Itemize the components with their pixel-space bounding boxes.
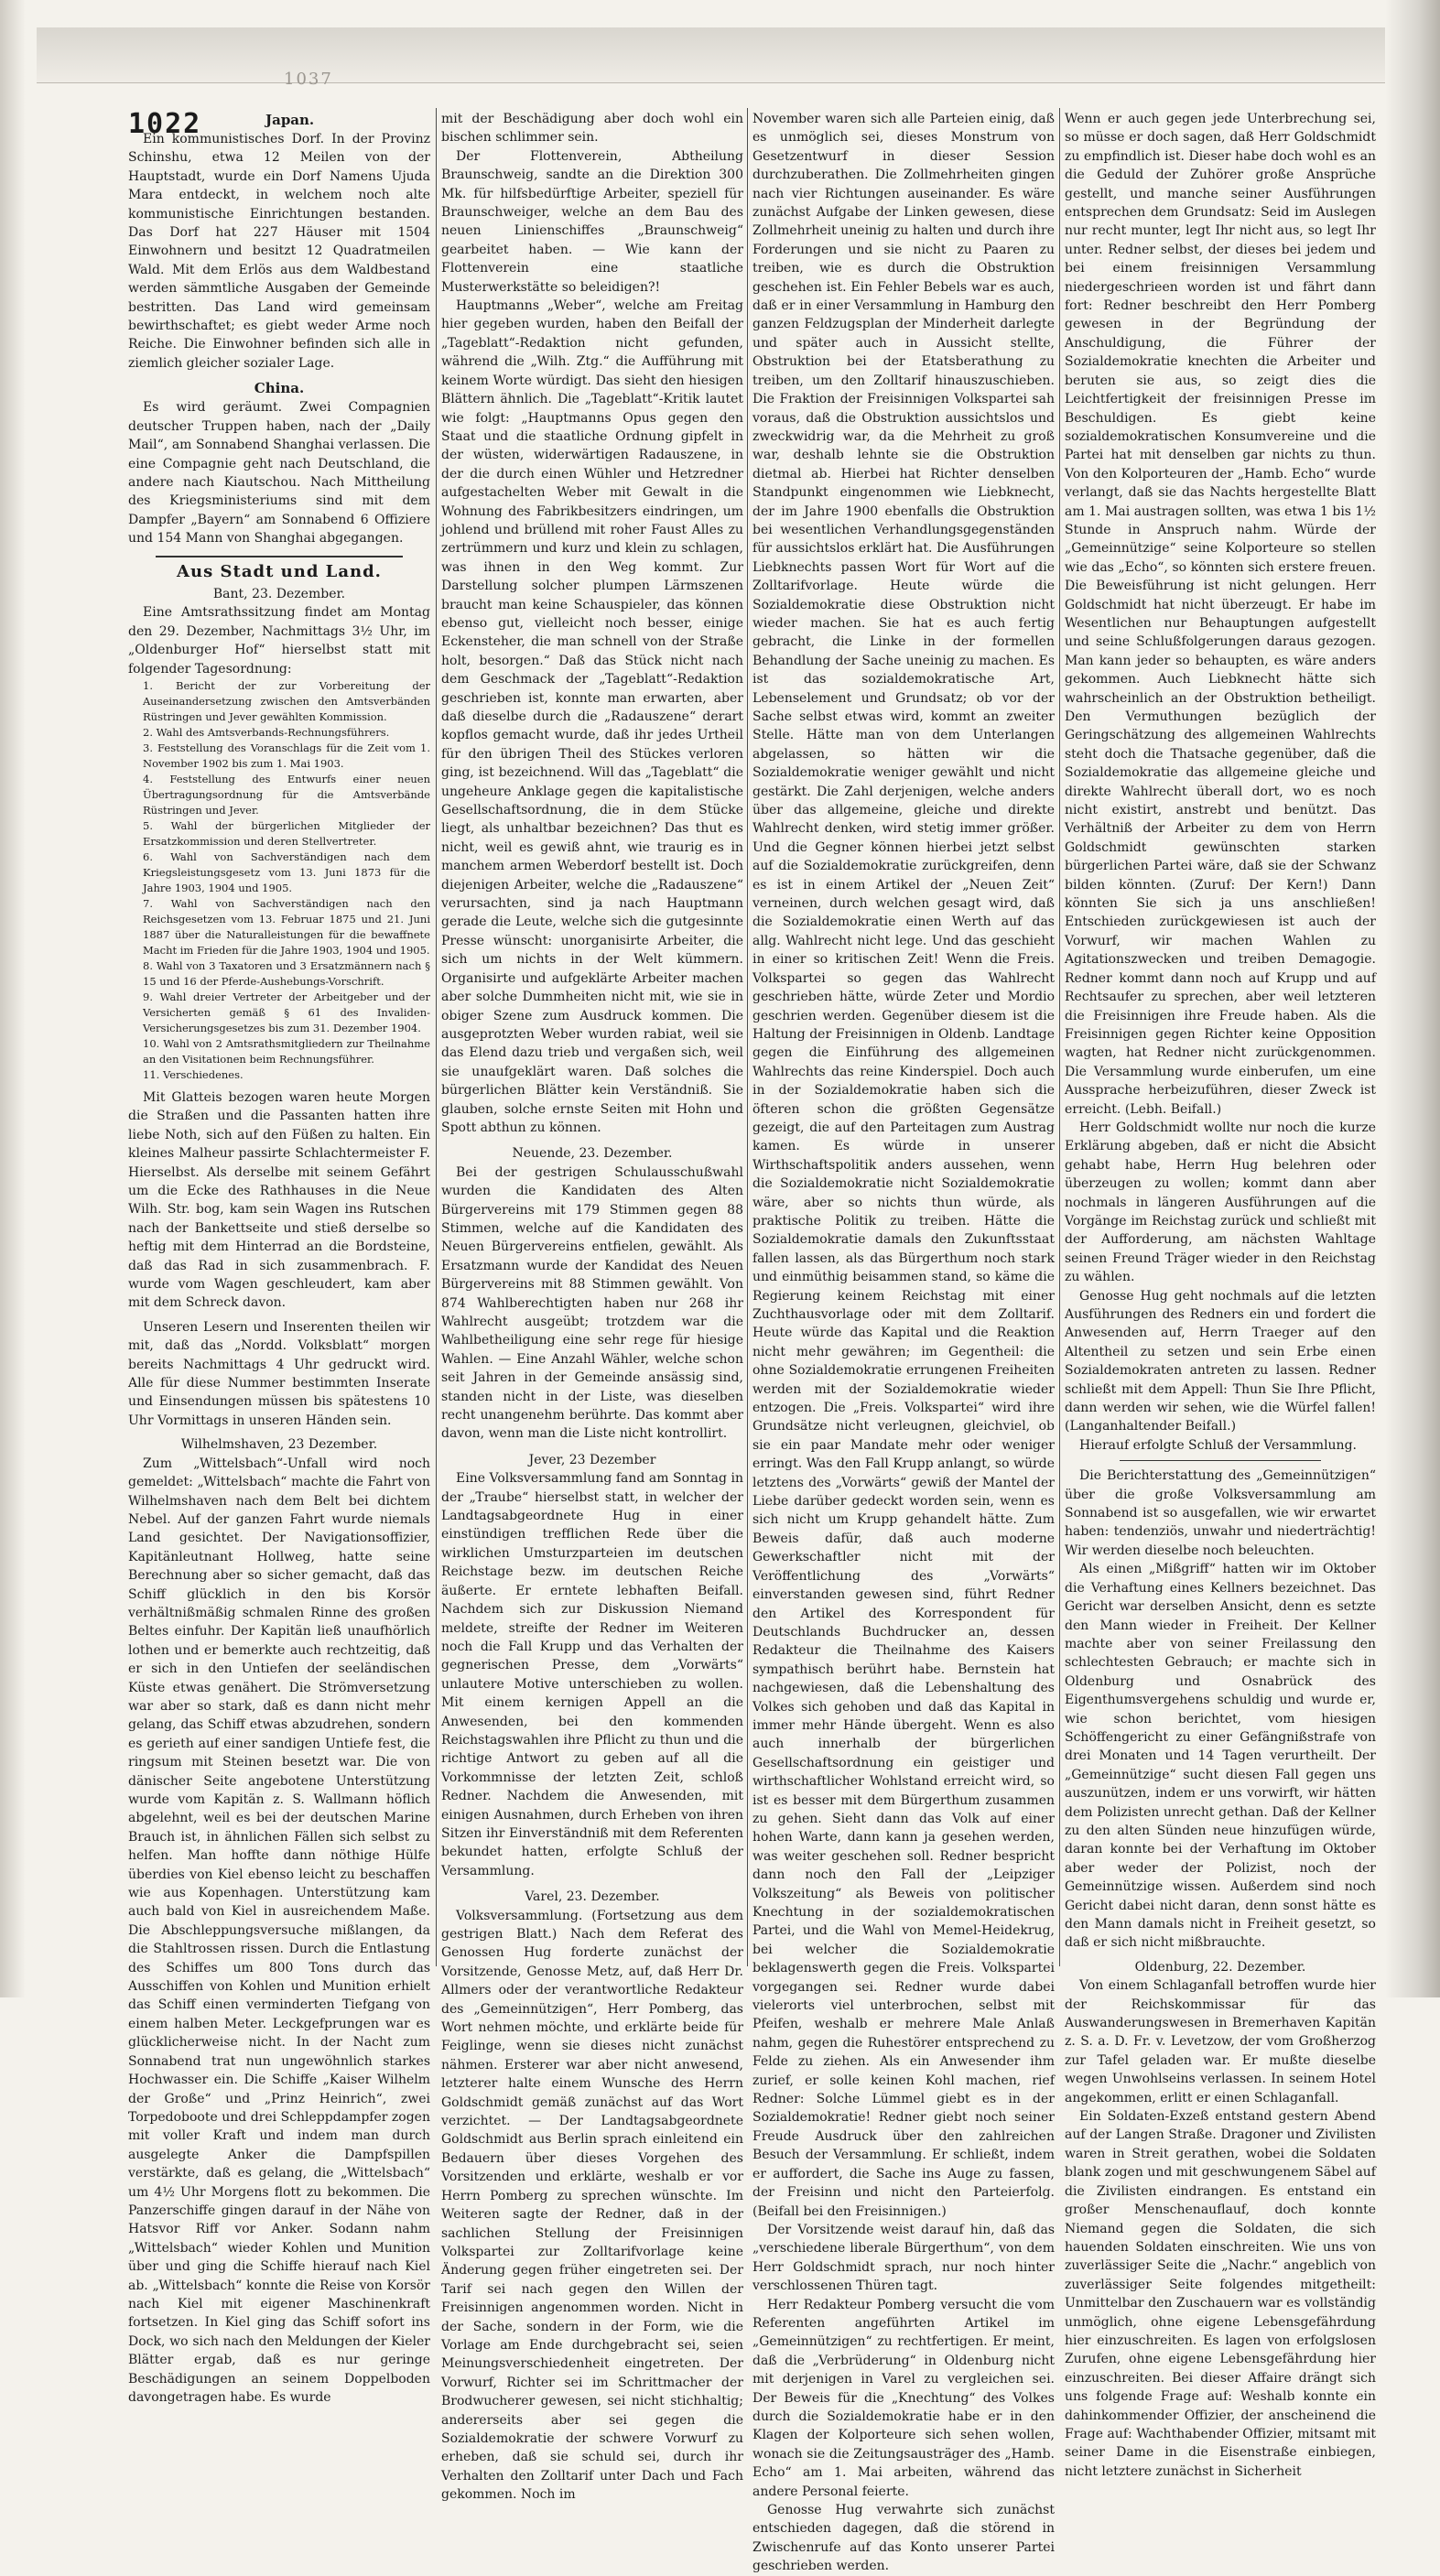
agenda-item: 6. Wahl von Sachverständigen nach dem Kriegsleistungsgesetz vom 13. Juni 1873 für die Jahre 1903, 1904 und 1905. (143, 850, 430, 894)
agenda-item: 3. Feststellung des Voranschlags für die Zeit vom 1. November 1902 bis zum 1. Mai 1903. (143, 741, 430, 770)
page-left-edge (0, 0, 26, 1997)
column-1 (128, 110, 430, 2405)
previous-page-number: 1037 (284, 70, 333, 89)
agenda-item: 9. Wahl dreier Vertreter der Arbeitgeber und der Versicherten gemäß § 61 des Invaliden-Versicherungsgesetzes bis zum 31. Dezember 1904. (143, 990, 430, 1034)
column-rule (747, 108, 748, 1966)
article-weber: Hauptmanns „Weber“, welche am Freitag hier gegeben wurden, haben den Beifall der „Tageblatt“-Redaktion nicht gefunden, während die „Wilh. Ztg.“ die Aufführung mit keinem Worte würdigt. Das sieht den hiesigen Blättern ähnlich. Die „Tageblatt“-Kritik lautet wie folgt: „Hauptmanns Opus gegen den Staat und die staatliche Ordnung gipfelt in der wüsten, widerwärtigen Radauszene, in der die durch einen Wühler und Hetzredner aufgestachelten Weber mit Gewalt in die Wohnung des Fabrikbesitzers eindringen, um johlend und brüllend mit roher Faust Alles zu zertrümmern und kurz und klein zu schlagen, was ihnen in den Weg kommt. Zur Darstellung solcher plumpen Lärmszenen braucht man keine Schauspieler, das können ebenso gut, vielleicht noch besser, einige Eckensteher, die man schnell von der Straße holt, besorgen.“ Daß das Stück nicht nach dem Geschmack der „Tageblatt“-Redaktion geschrieben ist, konnte man erwarten, aber daß dieselbe durch die „Radauszene“ derart kopflos gemacht wurde, daß ihr jedes Urtheil für den übrigen Theil des Stückes verloren ging, ist bezeichnend. Will das „Tageblatt“ die ungeheure Anklage gegen die kapitalistische Gesellschaftsordnung, die in dem Stücke liegt, als unhaltbar bezeichnen? Das thut es nicht, weil es gewiß ahnt, wie traurig es in manchem armen Weberdorf bestellt ist. Doch diejenigen Arbeiter, welche die „Radauszene“ verursachten, sind ja nach Hauptmann gerade die Leute, welche sich die gutgesinnte Presse wünscht: unorganisirte Arbeiter, die sich um nichts in der Welt kümmern. Organisirte und aufgeklärte Arbeiter machen aber solche Dummheiten nicht mit, wie sie in obiger Szene zum Ausdruck kommen. Die ausgeprotzten Weber wurden rabiat, weil sie das Elend dazu trieb und vergaßen sich, weil sie unaufgeklärt waren. Daß solches die bürgerlichen Blätter kein Verständniß. Sie glauben, solche ernste Seiten mit Hohn und Spott abthun zu können. (441, 298, 743, 1135)
agenda-item: 4. Feststellung des Entwurfs einer neuen Übertragungsordnung für die Amtsverbände Rüstringen und Jever. (143, 772, 430, 817)
page-number: 1022 (128, 108, 202, 140)
dateline-wilhelmshaven: Wilhelmshaven, 23 Dezember. (180, 1437, 378, 1453)
article-meeting-end: Hierauf erfolgte Schluß der Versammlung. (1079, 1437, 1357, 1453)
column-3 (752, 110, 1055, 2574)
article-varel: Volksversammlung. (Fortsetzung aus dem gestrigen Blatt.) Nach dem Referat des Genossen Hug forderte zunächst der Vorsitzende, Genosse Metz, auf, daß Herr Dr. Allmers oder der verantwortliche Redakteur des „Gemeinnützigen“, Herr Pomberg, das Wort nehmen möchte, und erklärte beide für Feiglinge, wenn sie dieses nicht zunächst nähmen. Ersterer war aber nicht anwesend, letzterer halte einem Wunsche des Herrn Goldschmidt gemäß zunächst auf das Wort verzichtet. — Der Landtagsabgeordnete Goldschmidt aus Berlin sprach einleitend ein Bedauern über dieses Vorgehen des Vorsitzenden und erklärte, weshalb er vor Herrn Pomberg zu sprechen wünschte. Im Weiteren sagte der Redner, daß in der sachlichen Stellung der Freisinnigen Volkspartei zur Zolltarifvorlage keine Änderung gegen früher eingetreten sei. Der Tarif sei nach gegen den Willen der Freisinnigen angenommen worden. Nicht in der Sache, sondern in der Form, wie die Vorlage am Ende durchgebracht sei, seien Meinungsverschiedenheit eingetreten. Der Vorwurf, Richter sei im Schrittmacher der Brodwucherer gewesen, sei nicht stichhaltig; andererseits aber sei gegen die Sozialdemokratie der schwere Vorwurf zu erheben, daß sie schuld sei, durch ihr Verhalten den Zolltarif unter Dach und Fach gekommen. Noch im (441, 1908, 743, 2503)
article-glatteis: Mit Glatteis bezogen waren heute Morgen die Straßen und die Passanten hatten ihre liebe Noth, sich auf den Füßen zu halten. Ein kleines Malheur passirte Schlachtermeister F. Hierselbst. Als derselbe mit seinem Gefährt um die Ecke des Rathhauses in die Neue Wilh. Str. bog, kam sein Wagen ins Rutschen nach der Bankettseite und stieß derselbe so heftig mit dem Hinterrad an die Bordsteine, daß das Rad in sich zusammenbrach. F. wurde vom Wagen geschleudert, kam aber mit dem Schreck davon. (128, 1089, 430, 1311)
article-gemeinnuetzige-report: Die Berichterstattung des „Gemeinnützigen“ über die große Volksversammlung am Sonnabend ist so ausgefallen, wie wir erwartet haben: tendenziös, unwahr und niederträchtig! Wir werden dieselbe noch beleuchten. (1065, 1468, 1376, 1558)
agenda-list (128, 678, 430, 1083)
article-varel-pomberg: Herr Redakteur Pomberg versucht die vom Referenten angeführten Artikel im „Gemeinnützigen“ zu rechtfertigen. Er meint, daß die „Verbrüderung“ in Oldenburg nicht mit derjenigen in Varel zu vergleichen sei. Der Beweis für die „Knechtung“ des Volkes durch die Sozialdemokratie habe er in den Klagen der Kolporteure sich sehen wollen, wonach sie die Zeitungsausträger des „Hamb. Echo“ am 1. Mai arbeiten, während das andere Personal feierte. (752, 2297, 1055, 2499)
section-title-local: Aus Stadt und Land. (177, 561, 382, 581)
section-title-china: China. (254, 380, 305, 397)
dateline-bant: Bant, 23. Dezember. (212, 586, 346, 601)
article-bant: Eine Amtsrathssitzung findet am Montag den 29. Dezember, Nachmittags 3½ Uhr, im „Oldenburger Hof“ hierselbst statt mit folgender Tagesordnung: (128, 605, 430, 676)
dateline-jever: Jever, 23 Dezember (528, 1452, 656, 1467)
column-4 (1065, 110, 1376, 2479)
agenda-item: 1. Bericht der zur Vorbereitung der Auseinandersetzung zwischen den Amtsverbänden Rüstringen und Jever gewählten Kommission. (143, 678, 430, 723)
article-leser-notice: Unseren Lesern und Inserenten theilen wir mit, daß das „Nordd. Volksblatt“ morgen bereits Nachmittags 4 Uhr gedruckt wird. Alle für diese Nummer bestimmten Inserate und Einsendungen müssen bis spätestens 10 Uhr Vormittags in unseren Händen sein. (128, 1319, 430, 1428)
article-soldaten-exzess: Ein Soldaten-Exzeß entstand gestern Abend auf der Langen Straße. Dragoner und Zivilisten waren in Streit gerathen, wobei die Soldaten blank zogen und mit geschwungenem Säbel auf die Zivilisten eindrangen. Es entstand ein großer Menschenauflauf, doch konnte Niemand gegen die Soldaten, die sich hauenden Soldaten einschreiten. Wie uns von zuverlässiger Seite die „Nachr.“ angeblich von zuverlässiger Seite folgendes mitgetheilt: Unmittelbar den Zuschauern war es vollständig unmöglich, ohne eigene Lebensgefährdung hier einzuschreiten. Es lagen von erfolgslosen Zurufen, ohne eigene Lebensgefährdung hier einzuschreiten. Bei dieser Affaire drängt sich uns folgende Frage auf: Weshalb konnte ein dahinkommender Offizier, der anscheinend die Frage auf: Wachthabender Offizier, mitsamt mit seiner Dame in die Eisenstraße einbiegen, nicht letztere zunächst in Sicherheit (1065, 2109, 1376, 2479)
article-goldschmidt-reply: Herr Goldschmidt wollte nur noch die kurze Erklärung abgeben, daß er nicht die Absicht gehabt habe, Herrn Hug belehren oder überzeugen zu wollen; kommt dann aber nochmals in längeren Ausführungen auf die Vorgänge im Reichstag zurück und schließt mit der Aufforderung, am nächsten Wahltage seinen Freund Träger wieder in den Reichstag zu wählen. (1065, 1120, 1376, 1285)
agenda-item: 5. Wahl der bürgerlichen Mitglieder der Ersatzkommission und deren Stellvertreter. (143, 818, 430, 848)
section-title-japan: Japan. (265, 112, 315, 128)
column-rule (436, 108, 437, 1966)
article-wittelsbach: Zum „Wittelsbach“-Unfall wird noch gemeldet: „Wittelsbach“ machte die Fahrt von Wilhelmshaven nach dem Belt bei dichtem Nebel. Auf der ganzen Fahrt wurde niemals Land gesichtet. Der Navigationsoffizier, Kapitänleutnant Hollweg, hatte seine Berechnung aber so sicher gemacht, daß das Schiff glücklich in den bis Korsör verhältnißmäßig schmalen Rinne des großen Beltes einfuhr. Der Kapitän ließ unaufhörlich lothen und er bemerkte auch rechtzeitig, daß er sich in den Untiefen der seeländischen Küste etwas genähert. Die Strömversetzung war aber so stark, daß es dann nicht mehr gelang, das Schiff etwas abzudrehen, sondern es gerieth auf einer sandigen Untiefe fest, die ringsum mit Steinen besetzt war. Die von dänischer Seite angebotene Unterstützung wurde vom Kapitän z. S. Wallmann höflich abgelehnt, weil es bei der deutschen Marine Brauch ist, in ähnlichen Fällen sich selbst zu helfen. Man hoffte dann nöthige Hülfe überdies von Kiel ebenso leicht zu beschaffen wie aus Kopenhagen. Unterstützung kam auch bald von Kiel in ausreichendem Maße. Die Abschleppungsversuche mißlangen, da die Stahltrossen rissen. Durch die Entlastung des Schiffes um 800 Tons durch das Ausschiffen von Kohlen und Munition erhielt das Schiff einen verminderten Tiefgang von einem halben Meter. Leckgefprungen war es glücklicherweise nicht. In der Nacht zum Sonnabend trat nun ungewöhnlich starkes Hochwasser ein. Die Schiffe „Kaiser Wilhelm der Große“ und „Prinz Heinrich“, zwei Torpedoboote und drei Schleppdampfer zogen mit voller Kraft und indem man durch ausgelegte Anker die Dampfspillen verstärkte, daß es gelang, die „Wittelsbach“ um 4½ Uhr Morgens flott zu bekommen. Die Panzerschiffe gingen darauf in der Nähe von Hatsvor Riff vor Anker. Sodann nahm „Wittelsbach“ wieder Kohlen und Munition über und ging die Schiffe hierauf nach Kiel ab. „Wittelsbach“ konnte die Reise von Korsör nach Kiel mit eigener Maschinenkraft fortsetzen. In Kiel ging das Schiff sofort ins Dock, wo sich nach den Meldungen der Kieler Blätter ergab, daß es nur geringe Beschädigungen an seinem Doppelboden davongetragen habe. Es wurde (128, 1456, 430, 2405)
agenda-item: 2. Wahl des Amtsverbands-Rechnungsführers. (143, 725, 390, 739)
page-right-edge (1385, 0, 1440, 1997)
column-2 (441, 110, 743, 2503)
column-rule (1059, 108, 1060, 1966)
article-schlaganfall: Von einem Schlaganfall betroffen wurde hier der Reichskommissar für das Auswanderungswesen in Bremerhaven Kapitän z. S. a. D. Fr. v. Levetzow, der vom Großherzog zur Tafel geladen war. Er mußte dieselbe wegen Unwohlseins verlassen. In seinem Hotel angekommen, erlitt er einen Schlaganfall. (1065, 1978, 1376, 2105)
article-missgriff: Als einen „Mißgriff“ hatten wir im Oktober die Verhaftung eines Kellners bezeichnet. Das Gericht war derselben Ansicht, denn es setzte den Mann wieder in Freiheit. Der Kellner machte aber von seiner Freilassung den schlechtesten Gebrauch; er machte sich in Oldenburg und Osnabrück des Eigenthumsvergehens schuldig und wurde er, wie schon berichtet, vom hiesigen Schöffengericht zu einer Gefängnißstrafe von drei Monaten und 14 Tagen verurtheilt. Der „Gemeinnützige“ sucht diesen Fall gegen uns auszunützen, indem er uns vorwirft, wir hätten dem Polizisten unrecht gethan. Daß der Kellner zu den alten Sünden neue hinzufügen würde, daran konnte bei der Verhaftung im Oktober aber weder der Polizist, noch der Gemeinnützige wissen. Außerdem sind noch Gericht dabei nicht daran, denn sonst hätte es den Mann damals nicht in Freiheit gesetzt, so daß er sich nicht mißbrauchte. (1065, 1562, 1376, 1951)
article-japan: Ein kommunistisches Dorf. In der Provinz Schinshu, etwa 12 Meilen von der Hauptstadt, wurde ein Dorf Namens Ujuda Mara entdeckt, in welchem noch alte kommunistische Einrichtungen bestanden. Das Dorf hat 227 Häuser mit 1504 Einwohnern und besitzt 12 Quadratmeilen Wald. Mit dem Erlös aus dem Waldbestand werden sämmtliche Ausgaben der Gemeinde bestritten. Das Land wird gemeinsam bewirthschaftet; es giebt weder Arme noch Reiche. Die Einwohner befinden sich alle in ziemlich gleicher sozialer Lage. (128, 132, 430, 371)
article-varel-chair: Der Vorsitzende weist darauf hin, daß das „verschiedene liberale Bürgerthum“, von dem Herr Goldschmidt sprach, nur noch hinter verschlossenen Thüren tagt. (752, 2222, 1055, 2294)
article-hug-reply: Wenn er auch gegen jede Unterbrechung sei, so müsse er doch sagen, daß Herr Goldschmidt zu empfindlich ist. Dieser habe doch wohl es an die Geduld der Zuhörer große Ansprüche gestellt, und manche seiner Ausführungen entsprechen dem Grundsatz: Seid im Auslegen nur recht munter, legt Ihr nicht aus, so legt Ihr unter. Redner selbst, der dieses bei jedem und bei einem freisinnigen Versammlung niedergeschrieen worden ist und fährt dann fort: Redner beschreibt den Herr Pomberg gewesen in der Begründung der Anschuldigung, die Führer der Sozialdemokratie knechten die Arbeiter und beruten sie aus, so zeigt dies die Leichtfertigkeit der freisinnigen Presse im Beschuldigen. Es giebt keine sozialdemokratischen Konsumvereine und die Partei hat mit denselben gar nichts zu thun. Von den Kolporteuren der „Hamb. Echo“ wurde verlangt, daß sie das Nachts hergestellte Blatt am 1. Mai austragen sollten, was etwa 1 bis 1½ Stunde in Anspruch nahm. Würde der „Gemeinnützige“ seine Kolporteure so stellen wie das „Echo“, so könnten sich erstere freuen. Die Beweisführung ist nicht gelungen. Herr Goldschmidt hat nicht überzeugt. Er habe im Wesentlichen nur Behauptungen aufgestellt und seine Schlußfolgerungen daraus gezogen. Man kann jeder so behaupten, es wäre anders gekommen. Auch Liebknecht hätte sich wahrscheinlich an der Obstruktion betheiligt. Den Vermuthungen bezüglich der Geringschätzung des allgemeinen Wahlrechts steht doch die Thatsache gegenüber, daß die Sozialdemokratie das allgemeine gleiche und direkte Wahlrecht überall dort, wo es noch nicht existirt, anstrebt und benützt. Das Verhältniß der Arbeiter zu dem von Herrn Goldschmidt gewünschten starken bürgerlichen Partei wäre, daß sie der Schwanz bilden könnten. (Zuruf: Der Kern!) Dann könnten Sie sich ja uns anschließen! Entschieden zurückgewiesen ist auch der Vorwurf, wir machen Wahlen zu Agitationszwecken und treiben Demagogie. Redner kommt dann noch auf Krupp und auf Rechtsaufer zu sprechen, aber weil letzteren die Freisinnigen ihre Freude haben. Als die Freisinnigen gegen Richter keine Opposition wagten, hat Redner nicht zurückgenommen. Die Versammlung wurde einberufen, um eine Aussprache herbeizuführen, dieser Zweck ist erreicht. (Lebh. Beifall.) (1065, 112, 1376, 1117)
section-divider (1120, 1460, 1321, 1461)
agenda-item: 10. Wahl von 2 Amtsrathsmitgliedern zur Theilnahme an den Visitationen beim Rechnungsführer. (143, 1036, 430, 1066)
article-china: Es wird geräumt. Zwei Compagnien deutscher Truppen haben, nach der „Daily Mail“, am Sonnabend Shanghai verlassen. Die eine Compagnie geht nach Deutschland, die andere nach Kiautschou. Nach Mittheilung des Kriegsministeriums sind mit dem Dampfer „Bayern“ am Sonnabend 6 Offiziere und 154 Mann von Shanghai abgegangen. (128, 400, 430, 547)
agenda-item: 8. Wahl von 3 Taxatoren und 3 Ersatzmännern nach § 15 und 16 der Pferde-Aushebungs-Vorschrift. (143, 958, 430, 988)
previous-page-strip (37, 27, 1391, 89)
article-hug-closing: Genosse Hug geht nochmals auf die letzten Ausführungen des Redners ein und fordert die Anwesenden auf, Herrn Traeger auf den Altentheil zu setzen und sein Erbe einen Sozialdemokraten antreten zu lassen. Redner schließt mit dem Appell: Thun Sie Ihre Pflicht, dann werden wir sehen, wie die Würfel fallen! (Langanhaltender Beifall.) (1065, 1288, 1376, 1434)
article-varel-continued: November waren sich alle Parteien einig, daß es unmöglich sei, dieses Monstrum von Gesetzentwurf in dieser Session durchzuberathen. Die Zollmehrheiten gingen nach vier Richtungen auseinander. Es wäre zunächst Aufgabe der Linken gewesen, diese Zollmehrheit uneinig zu halten und durch ihre Forderungen und sie nicht zu Paaren zu treiben, wie es durch die Obstruktion geschehen ist. Ein Fehler Bebels war es auch, daß er in einer Versammlung in Hamburg den ganzen Feldzugsplan der Minderheit darlegte und später auch in Aussicht stellte, Obstruktion bei der Etatsberathung zu treiben, um den Zolltarif hinauszuschieben. Die Fraktion der Freisinnigen Volkspartei sah voraus, daß die Obstruktion aussichtslos und zweckwidrig war, da die Mehrheit zu groß war, deshalb lehnte sie die Obstruktion dietmal ab. Hierbei hat Richter denselben Standpunkt eingenommen wie Liebknecht, der im Jahre 1900 ebenfalls die Obstruktion bei wesentlichen Verhandlungsgegenständen für aussichtslos erklärt hat. Die Ausführungen Liebknechts passen Wort für Wort auf die Zolltarifvorlage. Heute würde die Sozialdemokratie diese Obstruktion nicht wieder machen. Sie hat es auch fertig gebracht, die Linke in der formellen Behandlung der Sache uneinig zu machen. Es ist das sozialdemokratische Art, Lebenselement und Grundsatz; ob vor der Sache selbst etwas wird, kommt an zweiter Stelle. Hätte man von dem Unterlangen abgelassen, so hätten wir die Sozialdemokratie weniger gewählt und nicht gestärkt. Die Zahl derjenigen, welche anders über das allgemeine, gleiche und direkte Wahlrecht denken, wird stetig immer größer. Und die Gegner können hierbei jetzt selbst auf die Sozialdemokratie zurückgreifen, denn es ist in einem Artikel der „Neuen Zeit“ verneinen, durch welchen gesagt wird, daß die Sozialdemokratie einen Werth auf das allg. Wahlrecht nicht lege. Und das geschieht in einer so kritischen Zeit! Wenn die Freis. Volkspartei so gegen das Wahlrecht geschrieben hätte, würde Zeter und Mordio geschrien werden. Gegenüber diesem ist die Haltung der Freisinnigen in Oldenb. Landtage gegen die Einführung des allgemeinen Wahlrechts das reine Kinderspiel. Doch auch in der Sozialdemokratie haben sich die öfteren schon die größten Gegensätze gezeigt, die auf den Parteitagen zum Austrag kamen. Es würde in unserer Wirthschaftspolitik anders aussehen, wenn die Sozialdemokratie nicht Sozialdemokratie wäre, aber so nichts thun würde, als praktische Politik zu treiben. Hätte die Sozialdemokratie damals den Zukunftsstaat fallen lassen, als das Bürgerthum noch stark und einmüthig beisammen stand, so käme die Regierung keinem Reichstag mit einer Zuchthausvorlage oder mit dem Zolltarif. Heute würde das Kapital und die Reaktion nicht mehr gewähren; im Gegentheil: die ohne Sozialdemokratie errungenen Freiheiten werden mit der Sozialdemokratie wieder entzogen. Die „Freis. Volkspartei“ wird ihre Grundsätze nicht verleugnen, gleichviel, ob sie ein paar Mandate mehr oder weniger erringt. Was den Fall Krupp anlangt, so würde letztens des „Vorwärts“ gewiß der Mantel der Liebe darüber gedeckt worden sein, wenn es sich nicht um Krupp gehandelt hätte. Zum Beweis dafür, daß auch moderne Gewerkschaftler nicht mit der Veröffentlichung des „Vorwärts“ einverstanden gewesen sind, führt Redner den Artikel des Korrespondent für Deutschlands Buchdrucker an, dessen Redakteur die Theilnahme des Kaisers sympathisch berührt habe. Bernstein hat nachgewiesen, daß die Lebenshaltung des Volkes sich gehoben und daß das Kapital in immer mehr Hände übergeht. Wenn es also auch innerhalb der bürgerlichen Gesellschaftsordnung ein geistiger und wirthschaftlicher Wohlstand erreicht wird, so ist es besser mit dem Bürgerthum zusammen zu gehen. Sieht dann das Volk auf einer hohen Warte, dann kann ja gesehen werden, was weiter geschehen soll. Redner bespricht dann noch den Fall der „Leipziger Volkszeitung“ als Beweis von politischer Knechtung in der sozialdemokratischen Partei, und die Wahl von Memel-Heidekrug, bei welcher die Sozialdemokratie beklagenswerth gegen die Freis. Volkspartei vorgegangen sei. Redner wurde dabei vielerorts viel unterbrochen, selbst mit Pfeifen, weshalb er mehrere Male Anlaß nahm, gegen die Ruhestörer entsprechend zu Felde zu ziehen. Als ein Anwesender ihm zurief, er solle keinen Kohl machen, rief Redner: Solche Lümmel giebt es in der Sozialdemokratie! Redner giebt noch seiner Freude Ausdruck über den zahlreichen Besuch der Versammlung. Er schließt, indem er auffordert, die Sache ins Auge zu fassen, der Freisinn und nicht den Parteierfolg. (Beifall bei den Freisinnigen.) (752, 112, 1055, 2219)
section-divider (156, 556, 403, 557)
agenda-item: 11. Verschiedenes. (143, 1067, 244, 1081)
dateline-varel: Varel, 23. Dezember. (525, 1889, 660, 1905)
dateline-neuende: Neuende, 23. Dezember. (512, 1146, 673, 1162)
article-flottenverein: Der Flottenverein, Abtheilung Braunschweig, sandte an die Direktion 300 Mk. für hilfsbedürftige Arbeiter, speziell für Braunschweiger, welche an dem Bau des neuen Linienschiffes „Braunschweig“ gearbeitet haben. — Wie kann der Flottenverein eine staatliche Musterwerkstätte so beleidigen?! (441, 148, 743, 295)
dateline-oldenburg: Oldenburg, 22. Dezember. (1134, 1959, 1306, 1975)
article-continuation: mit der Beschädigung aber doch wohl ein bischen schlimmer sein. (441, 112, 743, 146)
article-varel-hug: Genosse Hug verwahrte sich zunächst entschieden dagegen, daß die störend in Zwischenrufe auf das Konto unserer Partei geschrieben werden. (752, 2503, 1055, 2574)
article-jever: Eine Volksversammlung fand am Sonntag in der „Traube“ hierselbst statt, in welcher der Landtagsabgeordnete Hug in einer einstündigen trefflichen Rede über die wirklichen Umsturzparteien im deutschen Reichstage bezw. im deutschen Reiche äußerte. Er erntete lebhaften Beifall. Nachdem sich zur Diskussion Niemand meldete, streifte der Redner im Weiteren noch die Fall Krupp und das Verhalten der gegnerischen Presse, dem „Vorwärts“ unlautere Motive unterschieben zu wollen. Mit einem kernigen Appell an die Anwesenden, bei den kommenden Reichstagswahlen ihre Pflicht zu thun und die richtige Antwort zu geben auf all die Vorkommnisse der letzten Zeit, schloß Redner. Nachdem die Anwesenden, mit einigen Ausnahmen, durch Erheben von ihren Sitzen ihr Einverständniß mit dem Referenten bekundet hatten, erfolgte Schluß der Versammlung. (441, 1471, 743, 1878)
article-neuende: Bei der gestrigen Schulausschußwahl wurden die Kandidaten des Alten Bürgervereins mit 179 Stimmen gegen 88 Stimmen, welche auf die Kandidaten des Neuen Bürgervereins entfielen, gewählt. Als Ersatzmann wurde der Kandidat des Neuen Bürgervereins mit 88 Stimmen gewählt. Von 874 Wahlberechtigten haben nur 268 ihr Wahlrecht ausgeübt; trotzdem war die Wahlbetheiligung eine sehr rege für hiesige Wahlen. — Eine Anzahl Wähler, welche schon seit Jahren in der Gemeinde ansässig sind, standen nicht in der Liste, was dieselben recht unangenehm berührte. Das kommt aber davon, wenn man die Liste nicht kontrollirt. (441, 1164, 743, 1442)
agenda-item: 7. Wahl von Sachverständigen nach den Reichsgesetzen vom 13. Februar 1875 und 21. Juni 1887 über die Naturalleistungen für die bewaffnete Macht im Frieden für die Jahre 1903, 1904 und 1905. (143, 896, 430, 957)
